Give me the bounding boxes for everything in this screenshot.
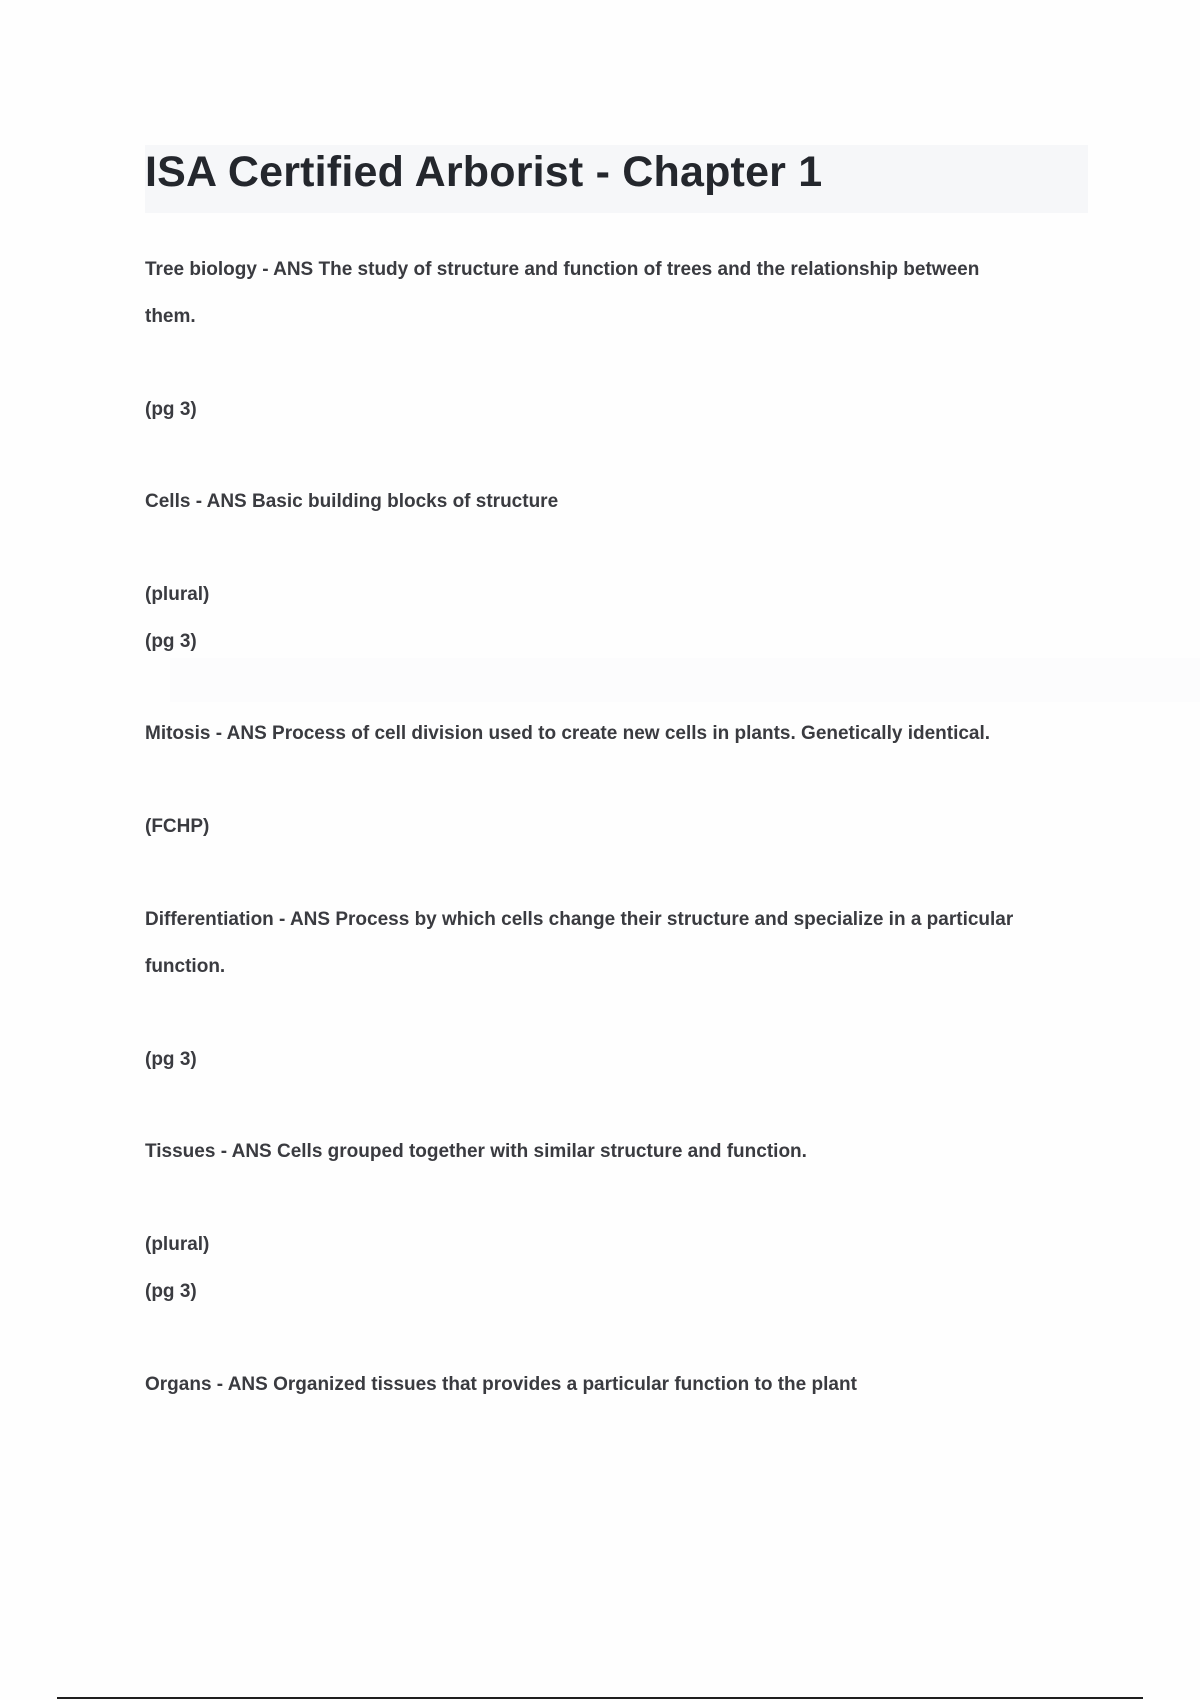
faint-background-band — [170, 658, 1200, 702]
entry-cells: Cells - ANS Basic building blocks of structure — [145, 491, 559, 512]
bottom-page-rule — [57, 1697, 1143, 1699]
plural-note: (plural) — [145, 1234, 210, 1255]
page-title: ISA Certified Arborist - Chapter 1 — [145, 148, 823, 196]
plural-note: (plural) — [145, 584, 210, 605]
entry-tissues: Tissues - ANS Cells grouped together with similar structure and function. — [145, 1141, 807, 1162]
page-reference: (pg 3) — [145, 631, 197, 652]
page-reference: (pg 3) — [145, 1049, 197, 1070]
page-reference: (pg 3) — [145, 399, 197, 420]
entry-tree-biology-line-1: Tree biology - ANS The study of structure and function of trees and the relationship between — [145, 259, 980, 280]
entry-differentiation-line-2: function. — [145, 956, 226, 977]
entry-organs: Organs - ANS Organized tissues that provides a particular function to the plant — [145, 1374, 857, 1395]
entry-tree-biology-line-2: them. — [145, 306, 196, 327]
page-reference: (pg 3) — [145, 1281, 197, 1302]
entry-mitosis: Mitosis - ANS Process of cell division used to create new cells in plants. Genetically identical. — [145, 723, 991, 744]
fchp-note: (FCHP) — [145, 816, 210, 837]
entry-differentiation-line-1: Differentiation - ANS Process by which cells change their structure and specialize in a particular — [145, 909, 1014, 930]
